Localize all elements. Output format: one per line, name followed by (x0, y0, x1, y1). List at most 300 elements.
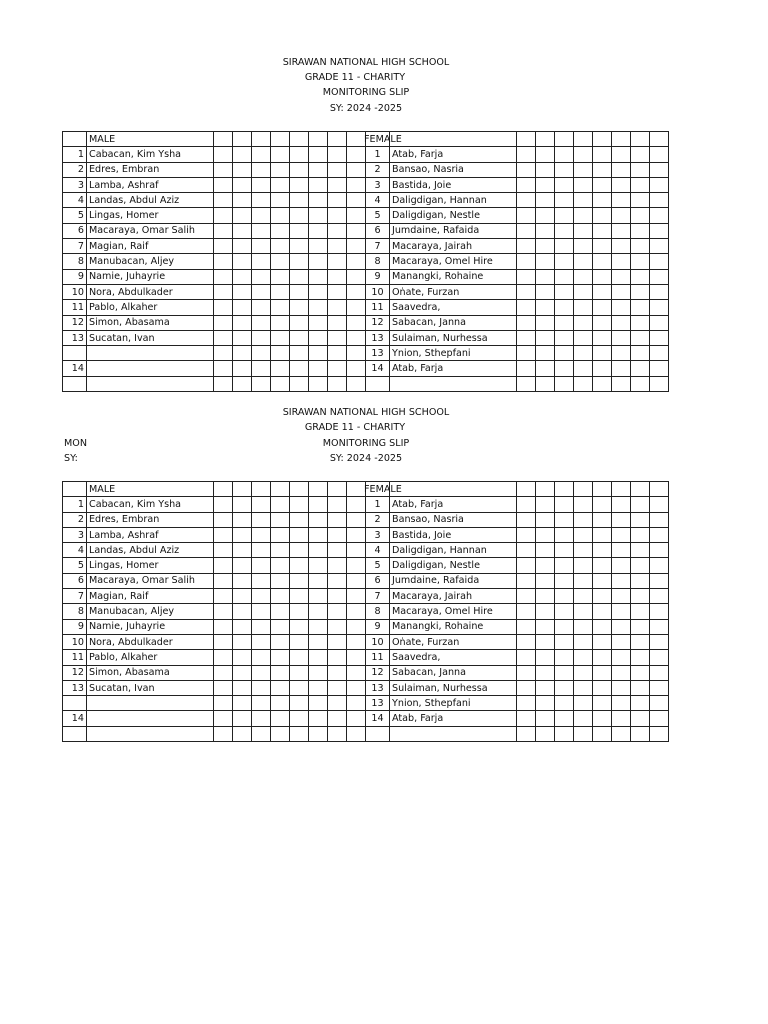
check-cell (309, 315, 328, 330)
check-cell (290, 634, 309, 649)
check-cell (555, 132, 574, 147)
check-cell (536, 254, 555, 269)
roster-grid (62, 131, 669, 392)
check-cell (574, 573, 593, 588)
table-row (63, 711, 669, 726)
check-cell (252, 558, 271, 573)
check-cell (233, 346, 252, 361)
check-cell (631, 711, 650, 726)
check-cell (555, 346, 574, 361)
check-cell (574, 482, 593, 497)
check-cell (328, 680, 347, 695)
male-student-name: Landas, Abdul Aziz (87, 543, 214, 558)
check-cell (290, 650, 309, 665)
check-cell (574, 726, 593, 741)
check-cell (214, 269, 233, 284)
check-cell (574, 680, 593, 695)
female-student-name: Jumdaine, Rafaida (390, 223, 517, 238)
male-number: 5 (63, 558, 87, 573)
check-cell (536, 573, 555, 588)
check-cell (517, 193, 536, 208)
female-student-name: Macaraya, Jairah (390, 589, 517, 604)
check-cell (574, 711, 593, 726)
male-student-name (87, 346, 214, 361)
check-cell (612, 589, 631, 604)
check-cell (271, 497, 290, 512)
blank-cell (63, 132, 87, 147)
check-cell (328, 239, 347, 254)
check-cell (555, 650, 574, 665)
check-cell (347, 269, 366, 284)
check-cell (536, 346, 555, 361)
table-row (63, 634, 669, 649)
check-cell (555, 634, 574, 649)
table-row (63, 497, 669, 512)
check-cell (233, 589, 252, 604)
check-cell (214, 346, 233, 361)
table-row (63, 361, 669, 376)
check-cell (309, 162, 328, 177)
check-cell (271, 193, 290, 208)
check-cell (233, 269, 252, 284)
check-cell (271, 573, 290, 588)
female-number (366, 376, 390, 391)
female-student-name: Sulaiman, Nurhessa (390, 680, 517, 695)
check-cell (555, 315, 574, 330)
check-cell (574, 376, 593, 391)
check-cell (631, 604, 650, 619)
check-cell (347, 726, 366, 741)
check-cell (612, 482, 631, 497)
check-cell (631, 665, 650, 680)
check-cell (612, 543, 631, 558)
check-cell (536, 376, 555, 391)
check-cell (555, 543, 574, 558)
check-cell (650, 147, 669, 162)
check-cell (290, 300, 309, 315)
slip-title: MONITORING SLIP (322, 87, 410, 98)
check-cell (347, 650, 366, 665)
check-cell (612, 284, 631, 299)
check-cell (574, 543, 593, 558)
check-cell (650, 361, 669, 376)
check-cell (574, 132, 593, 147)
check-cell (593, 300, 612, 315)
female-student-name (390, 726, 517, 741)
check-cell (271, 162, 290, 177)
check-cell (612, 558, 631, 573)
check-cell (252, 726, 271, 741)
check-cell (290, 482, 309, 497)
check-cell (271, 527, 290, 542)
check-cell (612, 315, 631, 330)
check-cell (631, 132, 650, 147)
female-student-name: Manangki, Rohaine (390, 619, 517, 634)
check-cell (631, 162, 650, 177)
check-cell (214, 482, 233, 497)
check-cell (328, 573, 347, 588)
check-cell (536, 330, 555, 345)
check-cell (290, 284, 309, 299)
male-number: 13 (63, 680, 87, 695)
check-cell (574, 497, 593, 512)
check-cell (271, 300, 290, 315)
check-cell (233, 147, 252, 162)
check-cell (517, 726, 536, 741)
check-cell (271, 696, 290, 711)
female-student-name: Daligdigan, Nestle (390, 558, 517, 573)
check-cell (252, 177, 271, 192)
female-student-name: Daligdigan, Nestle (390, 208, 517, 223)
check-cell (347, 634, 366, 649)
check-cell (328, 147, 347, 162)
check-cell (328, 330, 347, 345)
check-cell (517, 604, 536, 619)
male-number: 3 (63, 527, 87, 542)
blank-cell (63, 482, 87, 497)
male-number: 7 (63, 239, 87, 254)
check-cell (517, 543, 536, 558)
check-cell (631, 177, 650, 192)
check-cell (309, 512, 328, 527)
check-cell (536, 711, 555, 726)
check-cell (631, 223, 650, 238)
check-cell (328, 361, 347, 376)
check-cell (612, 680, 631, 695)
roster-grid (62, 481, 669, 742)
check-cell (631, 543, 650, 558)
female-student-name: Saavedra, (390, 300, 517, 315)
check-cell (309, 573, 328, 588)
check-cell (555, 589, 574, 604)
check-cell (650, 650, 669, 665)
check-cell (271, 665, 290, 680)
check-cell (233, 650, 252, 665)
school-name: SIRAWAN NATIONAL HIGH SCHOOL (282, 57, 450, 68)
check-cell (233, 239, 252, 254)
check-cell (536, 177, 555, 192)
check-cell (328, 589, 347, 604)
male-number (63, 346, 87, 361)
check-cell (536, 208, 555, 223)
check-cell (555, 604, 574, 619)
check-cell (252, 604, 271, 619)
check-cell (517, 665, 536, 680)
female-number: 4 (366, 193, 390, 208)
male-number: 9 (63, 269, 87, 284)
check-cell (271, 269, 290, 284)
check-cell (252, 634, 271, 649)
check-cell (328, 711, 347, 726)
check-cell (290, 132, 309, 147)
check-cell (252, 239, 271, 254)
check-cell (271, 147, 290, 162)
female-number: 3 (366, 177, 390, 192)
check-cell (328, 376, 347, 391)
female-number: 13 (366, 680, 390, 695)
check-cell (233, 604, 252, 619)
female-number: 11 (366, 300, 390, 315)
male-student-name: Pablo, Alkaher (87, 650, 214, 665)
check-cell (309, 726, 328, 741)
check-cell (214, 573, 233, 588)
check-cell (574, 147, 593, 162)
check-cell (593, 665, 612, 680)
check-cell (252, 223, 271, 238)
check-cell (233, 254, 252, 269)
check-cell (536, 696, 555, 711)
male-number: 1 (63, 497, 87, 512)
check-cell (290, 177, 309, 192)
check-cell (650, 482, 669, 497)
check-cell (309, 527, 328, 542)
check-cell (650, 300, 669, 315)
check-cell (233, 361, 252, 376)
check-cell (271, 558, 290, 573)
check-cell (536, 680, 555, 695)
check-cell (593, 147, 612, 162)
check-cell (650, 527, 669, 542)
check-cell (233, 330, 252, 345)
check-cell (290, 346, 309, 361)
check-cell (328, 665, 347, 680)
check-cell (574, 527, 593, 542)
check-cell (328, 497, 347, 512)
check-cell (650, 376, 669, 391)
check-cell (574, 284, 593, 299)
check-cell (517, 177, 536, 192)
check-cell (555, 254, 574, 269)
male-number (63, 696, 87, 711)
check-cell (612, 223, 631, 238)
check-cell (233, 634, 252, 649)
check-cell (517, 376, 536, 391)
check-cell (536, 223, 555, 238)
female-number: 7 (366, 589, 390, 604)
check-cell (214, 497, 233, 512)
check-cell (328, 650, 347, 665)
check-cell (328, 726, 347, 741)
check-cell (271, 680, 290, 695)
check-cell (290, 527, 309, 542)
check-cell (328, 162, 347, 177)
check-cell (650, 512, 669, 527)
table-row (63, 512, 669, 527)
female-number: 11 (366, 650, 390, 665)
check-cell (612, 330, 631, 345)
check-cell (309, 284, 328, 299)
check-cell (650, 177, 669, 192)
female-number: 1 (366, 497, 390, 512)
check-cell (271, 376, 290, 391)
check-cell (593, 482, 612, 497)
male-student-name: Manubacan, Aljey (87, 604, 214, 619)
male-number: 1 (63, 147, 87, 162)
check-cell (290, 696, 309, 711)
check-cell (612, 300, 631, 315)
check-cell (347, 558, 366, 573)
check-cell (612, 711, 631, 726)
check-cell (574, 315, 593, 330)
male-student-name: Sucatan, Ivan (87, 680, 214, 695)
check-cell (536, 300, 555, 315)
check-cell (290, 726, 309, 741)
check-cell (612, 634, 631, 649)
check-cell (650, 346, 669, 361)
check-cell (214, 208, 233, 223)
check-cell (309, 558, 328, 573)
check-cell (536, 497, 555, 512)
check-cell (214, 361, 233, 376)
male-number: 14 (63, 711, 87, 726)
check-cell (650, 573, 669, 588)
male-number: 13 (63, 330, 87, 345)
check-cell (574, 346, 593, 361)
check-cell (233, 619, 252, 634)
check-cell (536, 315, 555, 330)
check-cell (347, 604, 366, 619)
check-cell (555, 208, 574, 223)
check-cell (214, 604, 233, 619)
check-cell (555, 711, 574, 726)
female-student-name: Saavedra, (390, 650, 517, 665)
female-number: 12 (366, 315, 390, 330)
check-cell (233, 680, 252, 695)
check-cell (574, 634, 593, 649)
check-cell (309, 497, 328, 512)
check-cell (309, 223, 328, 238)
male-student-name (87, 711, 214, 726)
check-cell (593, 619, 612, 634)
check-cell (536, 162, 555, 177)
check-cell (650, 269, 669, 284)
check-cell (517, 361, 536, 376)
check-cell (271, 619, 290, 634)
check-cell (214, 650, 233, 665)
check-cell (309, 361, 328, 376)
male-student-name: Lingas, Homer (87, 208, 214, 223)
check-cell (214, 239, 233, 254)
male-student-name: Nora, Abdulkader (87, 634, 214, 649)
female-student-name: Bansao, Nasria (390, 512, 517, 527)
check-cell (214, 558, 233, 573)
check-cell (252, 254, 271, 269)
check-cell (574, 193, 593, 208)
check-cell (517, 512, 536, 527)
female-number: 7 (366, 239, 390, 254)
check-cell (290, 147, 309, 162)
female-student-name: Bastida, Joie (390, 177, 517, 192)
check-cell (328, 315, 347, 330)
check-cell (536, 604, 555, 619)
check-cell (593, 726, 612, 741)
table-row (63, 193, 669, 208)
check-cell (536, 650, 555, 665)
check-cell (517, 573, 536, 588)
check-cell (290, 315, 309, 330)
check-cell (214, 147, 233, 162)
check-cell (593, 376, 612, 391)
check-cell (593, 527, 612, 542)
check-cell (612, 376, 631, 391)
check-cell (233, 177, 252, 192)
check-cell (517, 680, 536, 695)
male-number: 2 (63, 512, 87, 527)
check-cell (309, 147, 328, 162)
check-cell (593, 132, 612, 147)
male-number: 3 (63, 177, 87, 192)
check-cell (290, 497, 309, 512)
check-cell (309, 239, 328, 254)
check-cell (612, 254, 631, 269)
check-cell (574, 254, 593, 269)
check-cell (233, 497, 252, 512)
check-cell (517, 132, 536, 147)
check-cell (252, 147, 271, 162)
check-cell (233, 284, 252, 299)
check-cell (271, 330, 290, 345)
check-cell (347, 254, 366, 269)
check-cell (612, 619, 631, 634)
check-cell (290, 558, 309, 573)
check-cell (574, 589, 593, 604)
check-cell (347, 376, 366, 391)
check-cell (612, 512, 631, 527)
check-cell (271, 711, 290, 726)
check-cell (347, 361, 366, 376)
check-cell (593, 223, 612, 238)
check-cell (631, 619, 650, 634)
female-number: 2 (366, 162, 390, 177)
check-cell (309, 269, 328, 284)
check-cell (593, 193, 612, 208)
check-cell (271, 604, 290, 619)
check-cell (631, 361, 650, 376)
male-student-name: Macaraya, Omar Salih (87, 223, 214, 238)
check-cell (650, 132, 669, 147)
check-cell (593, 315, 612, 330)
check-cell (328, 193, 347, 208)
grade-section: GRADE 11 - CHARITY (304, 72, 406, 83)
check-cell (631, 269, 650, 284)
check-cell (214, 665, 233, 680)
female-header: FEMALE (364, 482, 491, 497)
check-cell (252, 162, 271, 177)
check-cell (214, 680, 233, 695)
check-cell (214, 527, 233, 542)
check-cell (612, 239, 631, 254)
check-cell (290, 223, 309, 238)
male-number: 5 (63, 208, 87, 223)
check-cell (555, 482, 574, 497)
check-cell (290, 361, 309, 376)
check-cell (214, 711, 233, 726)
check-cell (650, 543, 669, 558)
check-cell (631, 634, 650, 649)
check-cell (290, 512, 309, 527)
check-cell (347, 346, 366, 361)
check-cell (593, 162, 612, 177)
check-cell (517, 147, 536, 162)
check-cell (517, 650, 536, 665)
monitoring-table-2 (62, 481, 669, 742)
check-cell (214, 696, 233, 711)
check-cell (233, 162, 252, 177)
check-cell (593, 284, 612, 299)
check-cell (214, 543, 233, 558)
check-cell (593, 696, 612, 711)
male-number: 12 (63, 665, 87, 680)
